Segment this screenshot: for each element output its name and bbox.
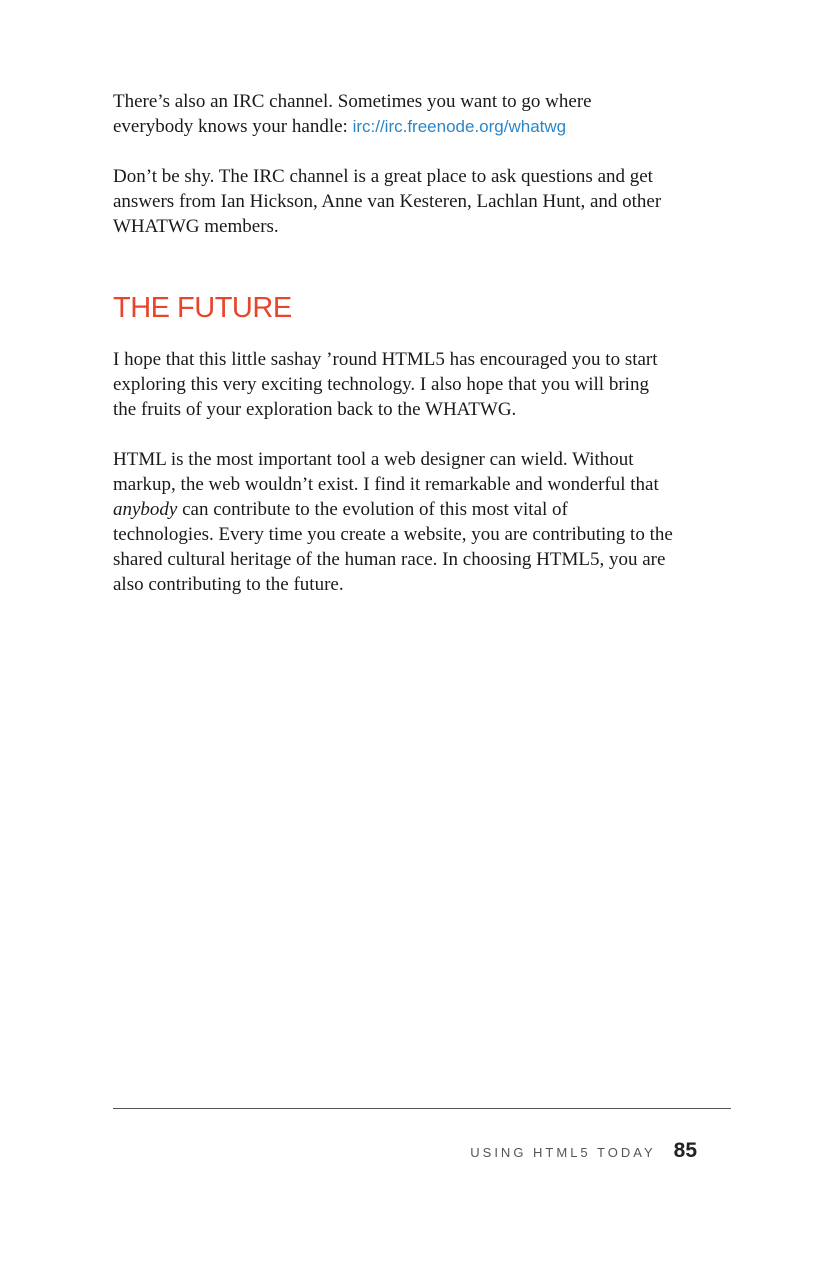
footer-divider bbox=[113, 1108, 731, 1109]
page-body bbox=[113, 89, 673, 597]
emphasis-anybody: anybody bbox=[113, 499, 178, 520]
dont-be-shy-paragraph: Don’t be shy. The IRC channel is a great place to ask questions and get answers from Ian Hickson, Anne van Kesteren, Lachlan Hunt, and other WHATWG members. bbox=[113, 166, 662, 237]
future-paragraph-2 bbox=[113, 447, 673, 597]
irc-intro-text: There’s also an IRC channel. Sometimes you want to go where everybody knows your handle: bbox=[113, 91, 592, 137]
irc-channel-link[interactable]: irc://irc.freenode.org/whatwg bbox=[352, 117, 567, 136]
future-paragraph-2-start: HTML is the most important tool a web designer can wield. Without markup, the web wouldn’t exist. I find it remarkable and wonderful that bbox=[113, 449, 659, 495]
running-head: USING HTML5 TODAY bbox=[470, 1145, 656, 1160]
future-paragraph-1: I hope that this little sashay ’round HTML5 has encouraged you to start exploring this very exciting technology. I also hope that you will bring the fruits of your exploration back to the WHATWG. bbox=[113, 349, 658, 420]
irc-paragraph bbox=[113, 89, 673, 139]
section-heading: THE FUTURE bbox=[113, 292, 292, 324]
page-footer bbox=[470, 1139, 697, 1163]
page-number: 85 bbox=[673, 1139, 697, 1162]
future-paragraph-2-end: can contribute to the evolution of this most vital of technologies. Every time you create a website, you are contributing to the shared cultural heritage of the human race. In choosing HTML5, you are also contributing to the future. bbox=[113, 499, 673, 595]
